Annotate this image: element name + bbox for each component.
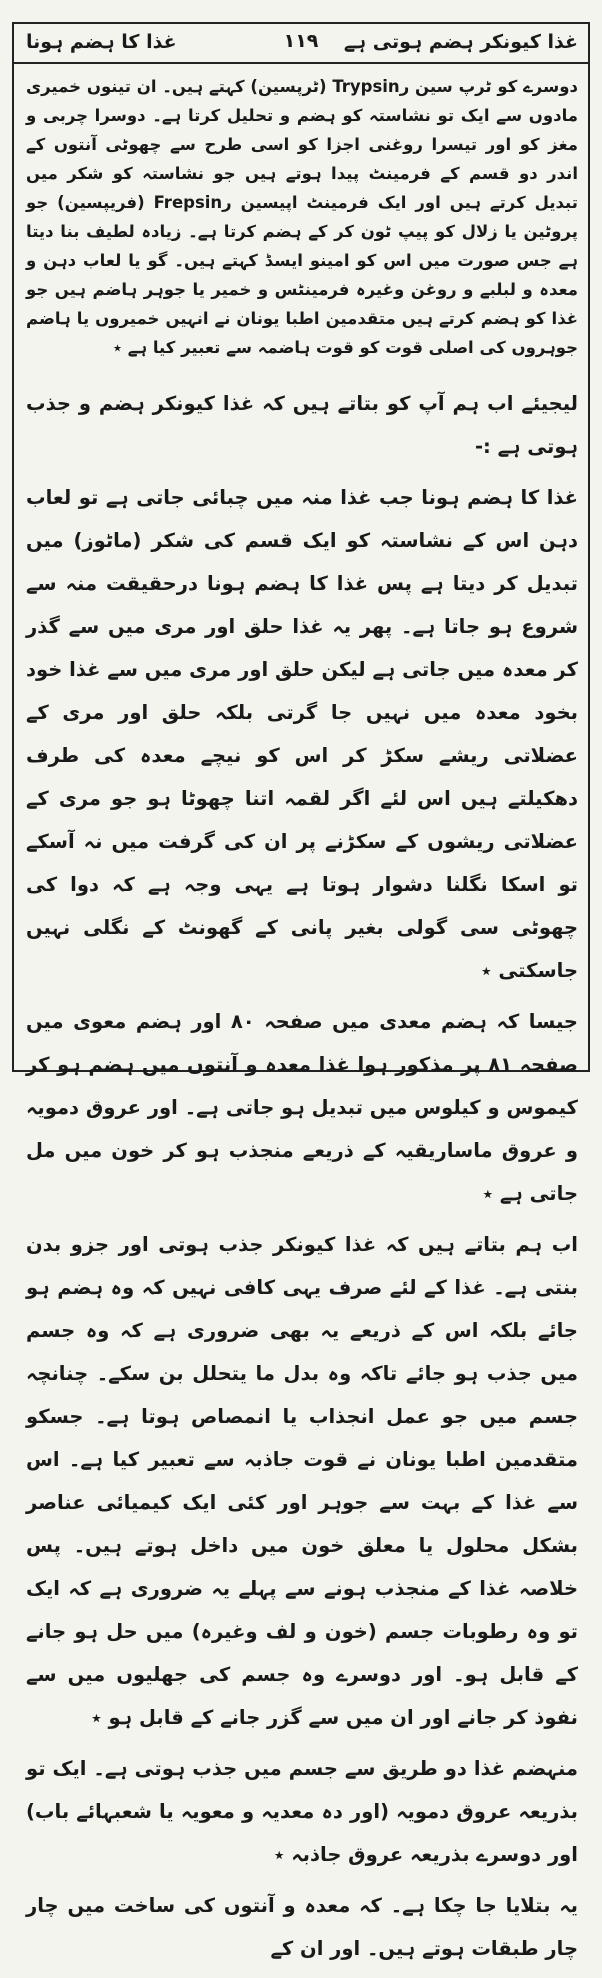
page-header [12,22,590,64]
paragraph-chyme: جیسا کہ ہضم معدی میں صفحہ ۸۰ اور ہضم معوی میں صفحہ ۸۱ پر مذکور ہوا غذا معدہ و آنتوں میں ہضم ہو کر کیموس و کیلوس میں تبدیل ہو جاتی ہے۔ اور عروق دمویہ و عروق ماساریقیہ کے ذریعے منجذب ہو کر خون میں مل جاتی ہے ٭ [26,1010,578,1205]
page-number: ۱۱۹ [283,30,319,52]
running-title-right: غذا کیونکر ہضم ہوتی ہے [343,31,578,53]
paragraph-two-ways: منہضم غذا دو طریق سے جسم میں جذب ہوتی ہے۔ ایک تو بذریعہ عروق دمویہ (اور دہ معدیہ و معویہ یا شعبہائے باب) اور دوسرے بذریعہ عروق جاذبہ ٭ [26,1757,578,1866]
running-title-left: غذا کا ہضم ہونا [26,31,177,53]
paragraph-intro: لیجیئے اب ہم آپ کو بتاتے ہیں کہ غذا کیونکر ہضم و جذب ہوتی ہے :- [26,392,578,458]
paragraph-absorption: اب ہم بتاتے ہیں کہ غذا کیونکر جذب ہوتی اور جزو بدن بنتی ہے۔ غذا کے لئے صرف یہی کافی نہیں کہ وہ ہضم ہو جائے بلکہ اس کے ذریعے یہ بھی ضروری ہے کہ وہ جسم میں جذب ہو جائے تاکہ وہ بدل ما یتحلل بن سکے۔ چنانچہ جسم میں جو عمل انجذاب یا انمصاص ہوتا ہے۔ جسکو متقدمین اطبا یونان نے قوت جاذبہ سے تعبیر کیا ہے۔ اس سے غذا کے بہت سے جوہر اور کئی ایک کیمیائی عناصر بشکل محلول یا معلق خون میں داخل ہوتے ہیں۔ پس خلاصہ غذا کے منجذب ہونے سے پہلے یہ ضروری ہے کہ ایک تو وہ رطوبات جسم (خون و لف وغیرہ) میں حل ہو جانے کے قابل ہو۔ اور دوسرے وہ جسم کی جھلیوں میں سے نفوذ کر جانے اور ان میں سے گزر جانے کے قابل ہو ٭ [26,1233,578,1729]
page-body [26,72,578,1978]
paragraph-enzymes: دوسرے کو ٹرپ سین رTrypsin (ٹرپسین) کہتے ہیں۔ ان تینوں خمیری مادوں سے ایک تو نشاستہ کو ہضم و تحلیل کرتا ہے۔ دوسرا چربی و مغز کو اور تیسرا روغنی اجزا کو اسی طرح سے چھوٹی آنتوں کے اندر دو قسم کے فرمینٹ پیدا ہوتے ہیں جو نشاستہ کو شکر میں تبدیل کرتے ہیں اور ایک فرمینٹ اپیسین رFrepsin (فریپسین) جو پروٹین یا زلال کو پیپ ٹون کر کے ہضم کرتا ہے۔ زیادہ لطیف بنا دیتا ہے جس صورت میں اس کو امینو ایسڈ کہتے ہیں۔ گو یا لعاب دہن و معدہ و لبلبے و روغن وغیرہ فرمینٹس و خمیر یا جوہر ہاضم ہیں جو غذا کو ہضم کرتے ہیں متقدمین اطبا یونان نے انہیں خمیروں یا ہاضم جوہروں کی اصلی قوت کو قوت ہاضمہ سے تعبیر کیا ہے ٭ [26,77,578,357]
paragraph-layers: یہ بتلایا جا چکا ہے۔ کہ معدہ و آنتوں کی ساخت میں چار چار طبقات ہوتے ہیں۔ اور ان کے [26,1894,578,1960]
paragraph-digestion: غذا کا ہضم ہونا جب غذا منہ میں چبائی جاتی ہے تو لعاب دہن اس کے نشاستہ کو ایک قسم کی شکر (ماٹوز) میں تبدیل کر دیتا ہے پس غذا کا ہضم ہونا درحقیقت منہ سے شروع ہو جاتا ہے۔ پھر یہ غذا حلق اور مری میں سے گذر کر معدہ میں جاتی ہے لیکن حلق اور مری میں سے غذا خود بخود معدہ میں نہیں جا گرتی بلکہ حلق اور مری کے عضلاتی ریشے سکڑ کر اس کو نیچے معدہ کی طرف دھکیلتے ہیں اس لئے اگر لقمہ اتنا چھوٹا ہو جو مری کے عضلاتی ریشوں کے سکڑنے پر ان کی گرفت میں نہ آسکے تو اسکا نگلنا دشوار ہوتا ہے یہی وجہ ہے کہ دوا کی چھوٹی سی گولی بغیر پانی کے گھونٹ کے نگلی نہیں جاسکتی ٭ [26,486,578,982]
